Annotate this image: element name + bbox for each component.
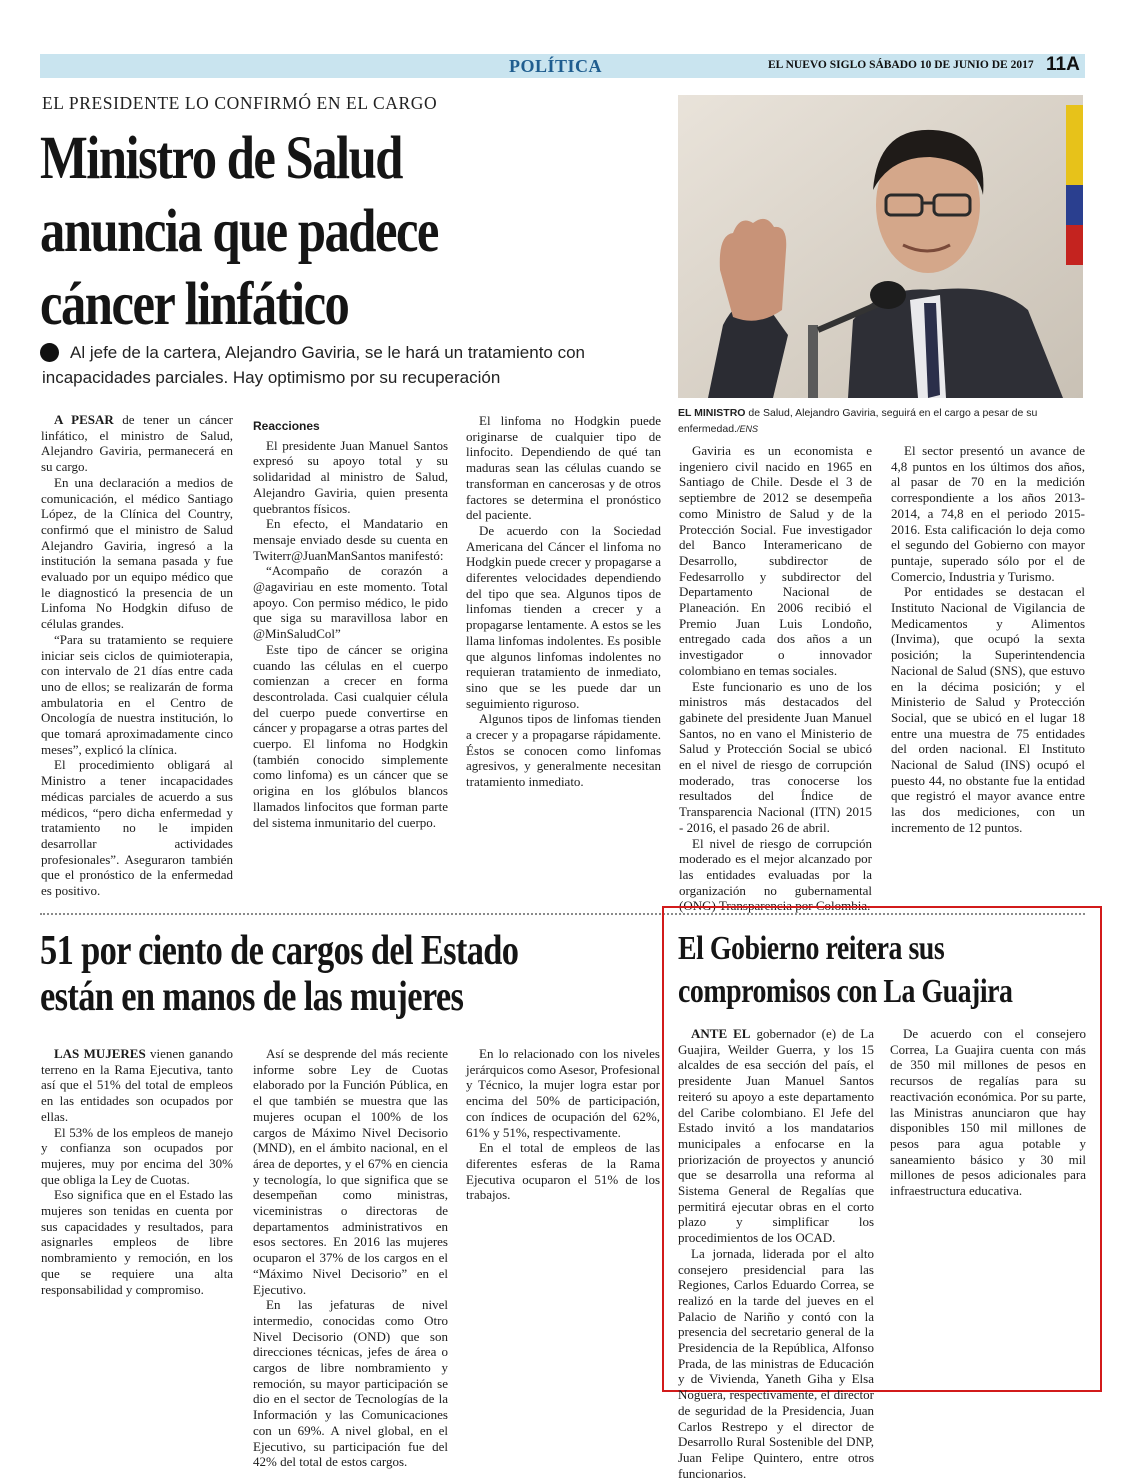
main-headline-line: anuncia que padece — [40, 198, 438, 265]
paragraph: “Para su tratamiento se requiere iniciar seis ciclos de quimioterapia, con intervalo de 21 días entre cada uno de ellos; se realizarán de forma ambulatoria en el Centro de Oncología de nuestra institución, lo que tomará aproximadamente cinco meses”, explicó la clínica. — [41, 631, 233, 757]
paragraph: La jornada, liderada por el alto consejero presidencial para las Regiones, Carlos Eduardo Correa, se realizó en la tarde del jueves en el Palacio de Nariño y contó con la presencia del secretario general de la Presidencia de la República, Alfonso Prada, de las ministras de Educación y de Vivienda, Yaneth Giha y Elsa Noguera, respectivamente, el director de seguridad de la Presidencia, Juan Carlos Restrepo y el director de Desarrollo Rural Sostenible del DNP, Juan Felipe Quintero, entre otros funcionarios. — [678, 1245, 874, 1481]
paragraph: En una declaración a medios de comunicación, el médico Santiago López, de la Clínica del Country, confirmó que el ministro de Salud Alejandro Gaviria, ingresó a la institución la semana pasada y fue evaluado por un equipo médico que le diagnosticó la presencia de un Linfoma No Hodgkin difuso de células grandes. — [41, 474, 233, 632]
guajira-lead-word: ANTE EL — [691, 1026, 751, 1041]
paragraph: El presidente Juan Manuel Santos expresó su apoyo total y su solidaridad al ministro de Salud, Alejandro Gaviria, quien presenta quebrantos físicos. — [253, 437, 448, 516]
main-story-column-1 — [41, 412, 233, 899]
paragraph: Este funcionario es uno de los ministros más destacados del gabinete del presidente Juan Manuel Santos, no en vano el Ministerio de Salud y Protección Social se ubicó en el nivel de riesgo de corrupción moderado, tras conocerse los resultados del Índice de Transparencia Nacional (ITN) 2015 - 2016, el pasado 26 de abril. — [679, 678, 872, 835]
newspaper-date: EL NUEVO SIGLO SÁBADO 10 DE JUNIO DE 2017 — [768, 59, 1034, 71]
photo-credit: /ENS — [736, 424, 758, 434]
photo-caption — [678, 405, 1083, 437]
paragraph: En las jefaturas de nivel intermedio, conocidas como Otro Nivel Decisorio (OND) que son direcciones técnicas, jefes de área o cargos de libre nombramiento y remoción, su mayor participación se dio en el sector de Tecnologías de la Información y las Comunicaciones con un 69%. A nivel global, en el Ejecutivo, su participación fue del 42% del total de estos cargos. — [253, 1297, 448, 1470]
main-headline-line: cáncer linfático — [40, 271, 349, 338]
paragraph: Gaviria es un economista e ingeniero civil nacido en 1965 en Santiago de Chile. Desde el 3 de septiembre de 2012 se desempeña como Ministro de Salud y de la Protección Social. Fue investigador del Banco Interamericano de Desarrollo, subdirector de Fedesarrollo y subdirector del Departamento Nacional de Planeación. En 2006 recibió el Premio Juan Luis Londoño, entregado cada dos años a un investigador o innovador colombiano en temas sociales. — [679, 443, 872, 678]
paragraph: Eso significa que en el Estado las mujeres son tenidas en cuenta por sus capacidades y resultados, para asignarles empleos de libre nombramiento y remoción, en los que se requiere una alta responsabilidad y compromiso. — [41, 1187, 233, 1297]
paragraph: “Acompaño de corazón a @agaviriau en este momento. Total apoyo. Con permiso médico, le pido que siga su maravillosa labor en @MinSaludCol” — [253, 563, 448, 642]
paragraph: de tener un cáncer linfático, el ministro de Salud, Alejandro Gaviria, permanecerá en su cargo. — [41, 412, 233, 475]
women-headline-line: 51 por ciento de cargos del Estado — [40, 928, 519, 974]
main-story-column-3 — [466, 413, 661, 899]
paragraph: El 53% de los empleos de manejo y confianza son ocupados por mujeres, muy por encima del 30% que obliga la Ley de Cuotas. — [41, 1124, 233, 1187]
paragraph: El sector presentó un avance de 4,8 puntos en los últimos dos años, al pasar de 70 en la medición correspondiente a los años 2013-2014, a 74,8 en el periodo 2015-2016. Esta calificación lo deja como el segundo del Gobierno con mayor puntaje, superado sólo por el de Comercio, Industria y Turismo. — [891, 443, 1085, 584]
paragraph: Algunos tipos de linfomas tienden a crecer y a propagarse rápidamente. Éstos se conocen como linfomas agresivos, y generalmente necesitan tratamiento inmediato. — [466, 711, 661, 790]
main-lede: Al jefe de la cartera, Alejandro Gaviria, se le hará un tratamiento con incapacidades parciales. Hay optimismo por su recuperación — [42, 343, 586, 387]
guajira-story-column-2 — [890, 1026, 1086, 1378]
women-lead-word: LAS MUJERES — [54, 1046, 146, 1061]
paragraph: En el total de empleos de las diferentes esferas de la Rama Ejecutiva ocuparon el 51% de los trabajos. — [466, 1140, 660, 1203]
paragraph: El nivel de riesgo de corrupción moderado es el mejor alcanzado por las entidades evaluadas por la organización no gubernamental (ONG) Transparencia por Colombia. — [679, 835, 872, 914]
women-headline-line: están en manos de las mujeres — [40, 974, 464, 1020]
main-lead-word: A PESAR — [54, 412, 114, 427]
minister-photo-illustration — [678, 95, 1083, 398]
paragraph: En lo relacionado con los niveles jerárquicos como Asesor, Profesional y Técnico, la mujer logra estar por encima del 50% de participación, con índices de ocupación del 62%, 61% y 51%, respectivamente. — [466, 1046, 660, 1140]
women-story-column-3 — [466, 1046, 660, 1391]
paragraph: gobernador (e) de La Guajira, Weilder Guerra, y los 15 alcaldes de esa sección del país, el presidente Juan Manuel Santos reiteró su apoyo a este departamento del Caribe colombiano. El Jefe del Estado invitó a los mandatarios municipales a enfocarse en la priorización de proyectos y anunció que se desarrolla una reforma al Sistema General de Regalías que permitirá ejecutar obras en el corto plazo y simplificar los procedimientos de los OCAD. — [678, 1026, 874, 1246]
guajira-headline-line: El Gobierno reitera sus — [678, 930, 945, 967]
main-story-column-2 — [253, 413, 448, 899]
paragraph: En efecto, el Mandatario en mensaje enviado desde su cuenta en Twiterr@JuanManSantos manifestó: — [253, 516, 448, 563]
paragraph: Este tipo de cáncer se origina cuando las células en el cuerpo comienzan a crecer en forma descontrolada. Casi cualquier célula del cuerpo puede convertirse en cáncer y propagarse a otras partes del cuerpo. El linfoma no Hodgkin (también conocido simplemente como linfoma) es un cáncer que se origina en los glóbulos blancos llamados linfocitos que forman parte del sistema inmunitario del cuerpo. — [253, 641, 448, 830]
paragraph: De acuerdo con el consejero Correa, La Guajira cuenta con más de 350 mil millones de pesos en recursos de regalías para su reactivación económica. Por su parte, las Ministras anunciaron que hay disponibles 150 mil millones de pesos para agua potable y saneamiento básico y 30 mil millones de pesos adicionales para infraestructura educativa. — [890, 1026, 1086, 1199]
guajira-story-column-1 — [678, 1026, 874, 1481]
paragraph: El linfoma no Hodgkin puede originarse de cualquier tipo de linfocito. Dependiendo de qué tan maduras sean las células cuando se transforman en cancerosas y de otros factores se determina el pronóstico del paciente. — [466, 413, 661, 523]
paragraph: Así se desprende del más reciente informe sobre Ley de Cuotas elaborado por la Función Pública, en el que también se muestra que las mujeres ocupan el 100% de los cargos de Máximo Nivel Decisorio (MND), en el ámbito nacional, en el área de deportes, y el 67% en ciencia y tecnología, lo que significa que se desempeñan como ministras, viceministras o directoras de departamentos administrativos en esos sectores. En 2016 las mujeres ocuparon el 37% de los cargos en el “Máximo Nivel Decisorio” en el Ejecutivo. — [253, 1046, 448, 1297]
women-story-column-1 — [41, 1046, 233, 1391]
paragraph: De acuerdo con la Sociedad Americana del Cáncer el linfoma no Hodgkin puede crecer y propagarse a diferentes velocidades dependiendo del tipo que sea. Algunos tipos de linfomas tienden a crecer y a propagarse lentamente. A estos se les llama linfomas indolentes. Es posible que algunos linfomas indolentes no requieran tratamiento de inmediato, sino que se les puede dar un seguimiento riguroso. — [466, 522, 661, 711]
main-headline-line: Ministro de Salud — [40, 125, 402, 192]
main-story-column-4 — [679, 443, 872, 914]
paragraph: Por entidades se destacan el Instituto Nacional de Vigilancia de Medicamentos y Alimentos (Invima), que ocupó la sexta posición; la Superintendencia Nacional de Salud (SNS), que estuvo en la décima posición; y el Ministerio de Salud y Protección Social, que se ubicó en el lugar 18 entre una muestra de 75 entidades del orden nacional. El Instituto Nacional de Salud (INS) ocupó el puesto 44, no obstante fue la entidad que registró el mayor avance entre las dos mediciones, con un incremento de 12 puntos. — [891, 584, 1085, 835]
guajira-headline-line: compromisos con La Guajira — [678, 973, 1013, 1010]
main-kicker: EL PRESIDENTE LO CONFIRMÓ EN EL CARGO — [42, 93, 438, 113]
subhead: Reacciones — [253, 419, 320, 433]
guajira-headline — [678, 927, 1012, 1013]
page-number: 11A — [1046, 54, 1080, 75]
paragraph: vienen ganando terreno en la Rama Ejecutiva, tanto así que el 51% del total de empleos en las entidades son ocupados por ellas. — [41, 1046, 233, 1124]
paragraph: El procedimiento obligará al Ministro a tener incapacidades médicas parciales de acuerdo a sus médicos, “pero dicha enfermedad y tratamiento no le impiden desarrollar actividades profesionales”. Aseguraron también que el pronóstico de la enfermedad es positivo. — [41, 757, 233, 899]
caption-lead: EL MINISTRO — [678, 407, 746, 419]
minister-photo — [678, 95, 1083, 398]
section-title: POLÍTICA — [509, 56, 603, 76]
main-headline — [40, 122, 563, 341]
women-headline — [40, 928, 518, 1020]
caption-text: de Salud, Alejandro Gaviria, seguirá en el cargo a pesar de su enfermedad. — [678, 407, 1038, 435]
women-story-column-2 — [253, 1046, 448, 1470]
main-story-column-5 — [891, 443, 1085, 899]
